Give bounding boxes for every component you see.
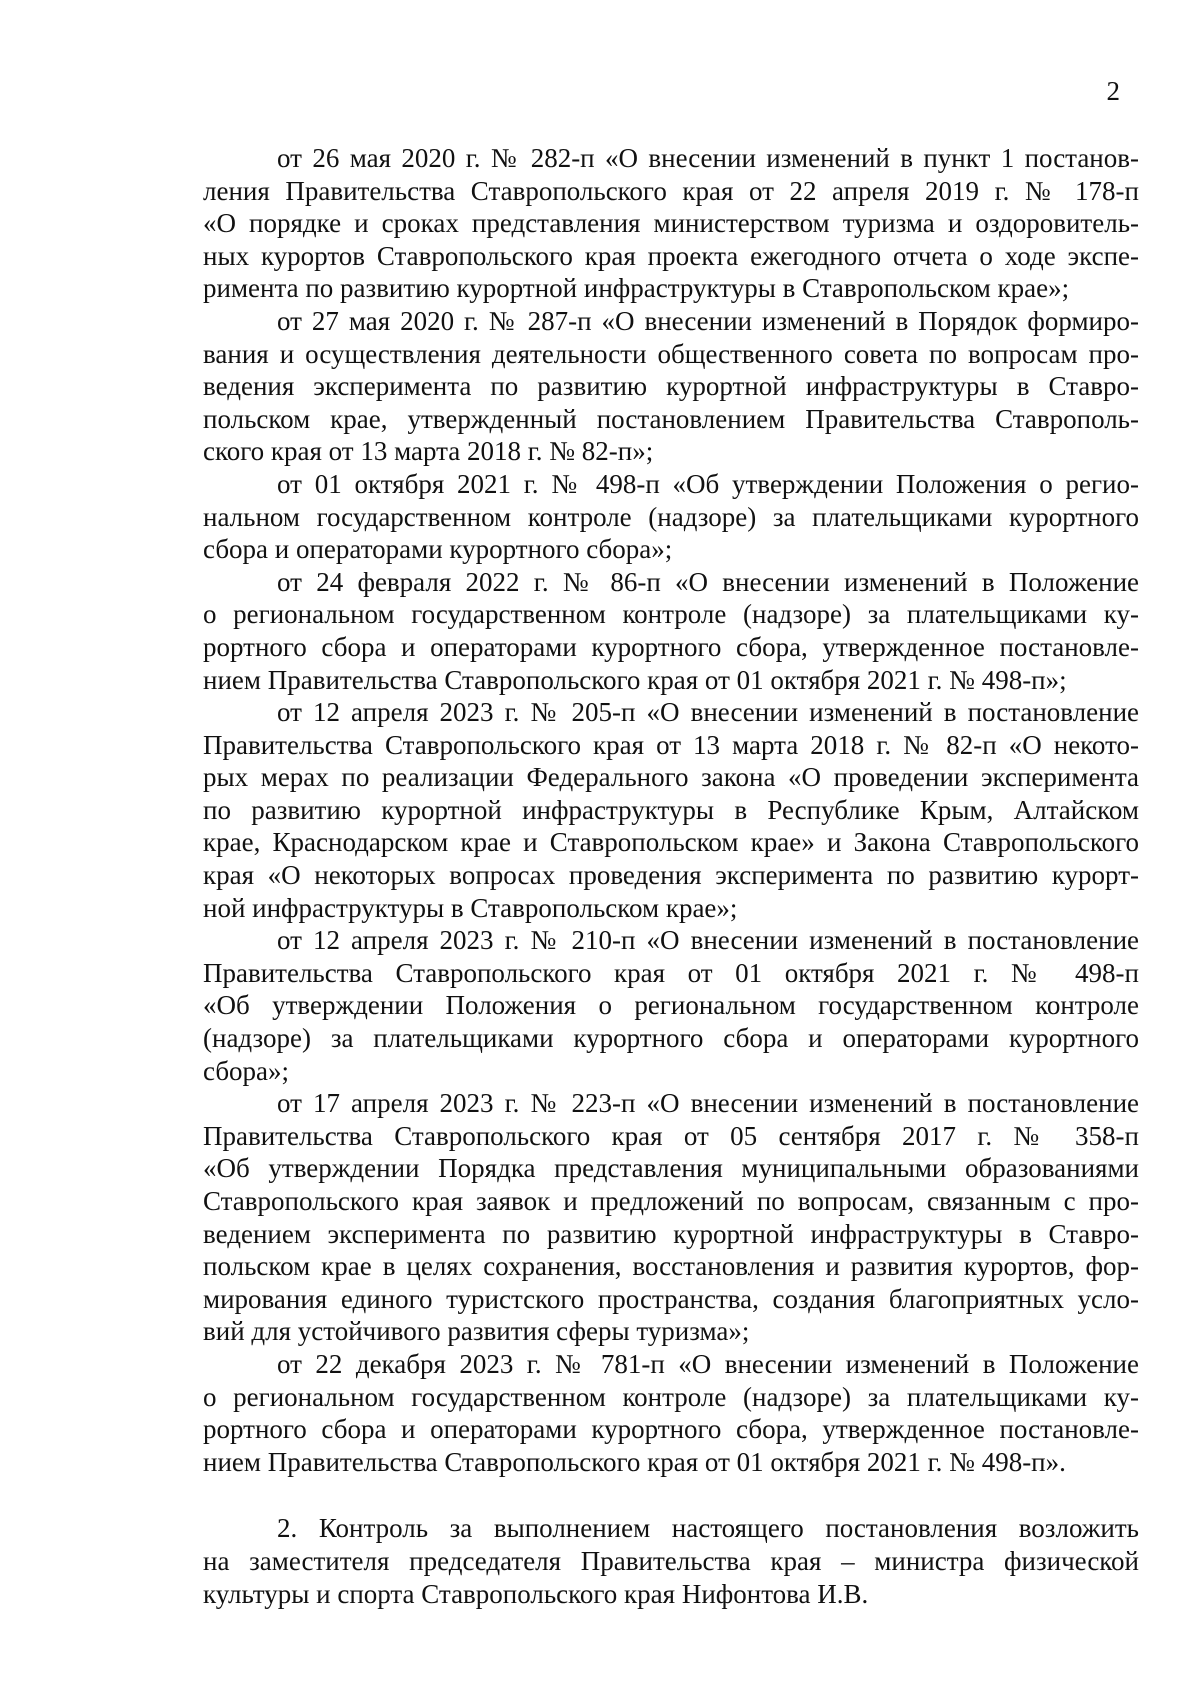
paragraph-resolution-86 (203, 566, 1139, 696)
paragraph-resolution-287 (203, 305, 1139, 468)
text-line: крае, Краснодарском крае и Ставропольском крае» и Закона Ставропольского (203, 827, 1139, 858)
paragraph-gap (203, 1478, 1139, 1512)
text-line: нием Правительства Ставропольского края от 01 октября 2021 г. № 498-п». (203, 1446, 1066, 1477)
text-line: нием Правительства Ставропольского края от 01 октября 2021 г. № 498-п»; (203, 664, 1067, 695)
text-line: ной инфраструктуры в Ставропольском крае»; (203, 892, 738, 923)
text-line: от 24 февраля 2022 г. № 86-п «О внесении изменений в Положение (277, 566, 1139, 597)
text-line: ления Правительства Ставропольского края от 22 апреля 2019 г. № 178-п (203, 175, 1139, 206)
paragraph-resolution-210 (203, 924, 1139, 1087)
text-line: ведением эксперимента по развитию курортной инфраструктуры в Ставро- (203, 1218, 1139, 1249)
text-line: от 26 мая 2020 г. № 282-п «О внесении изменений в пункт 1 постанов- (277, 143, 1139, 173)
text-line: польском крае в целях сохранения, восстановления и развития курортов, фор- (203, 1251, 1139, 1282)
text-line: «О порядке и сроках представления министерством туризма и оздоровитель- (203, 208, 1139, 239)
text-line: от 22 декабря 2023 г. № 781-п «О внесении изменений в Положение (277, 1348, 1139, 1379)
text-line: от 12 апреля 2023 г. № 210-п «О внесении изменений в постановление (277, 925, 1139, 956)
paragraph-resolution-205 (203, 696, 1139, 924)
text-line: (надзоре) за плательщиками курортного сбора и операторами курортного (203, 1023, 1139, 1054)
text-line: сбора и операторами курортного сбора»; (203, 534, 673, 565)
text-line: 2. Контроль за выполнением настоящего постановления возложить (277, 1513, 1139, 1544)
text-line: края «О некоторых вопросах проведения эксперимента по развитию курорт- (203, 860, 1139, 891)
text-line: Правительства Ставропольского края от 01 октября 2021 г. № 498-п (203, 957, 1139, 988)
text-line: польском крае, утвержденный постановлением Правительства Ставрополь- (203, 403, 1139, 434)
text-line: ведения эксперимента по развитию курортной инфраструктуры в Ставро- (203, 371, 1139, 402)
text-line: Ставропольского края заявок и предложений по вопросам, связанным с про- (203, 1186, 1139, 1216)
text-line: от 17 апреля 2023 г. № 223-п «О внесении изменений в постановление (277, 1088, 1139, 1119)
text-line: «Об утверждении Положения о региональном государственном контроле (203, 990, 1139, 1021)
text-line: римента по развитию курортной инфраструктуры в Ставропольском крае»; (203, 273, 1070, 304)
text-line: рортного сбора и операторами курортного сбора, утвержденное постановле- (203, 631, 1139, 662)
text-line: мирования единого туристского пространства, создания благоприятных усло- (203, 1283, 1139, 1314)
paragraph-resolution-282 (203, 142, 1139, 305)
text-line: ных курортов Ставропольского края проекта ежегодного отчета о ходе экспе- (203, 240, 1139, 271)
text-line: ского края от 13 марта 2018 г. № 82-п»; (203, 436, 654, 467)
paragraph-resolution-223 (203, 1087, 1139, 1348)
paragraph-resolution-781 (203, 1348, 1139, 1478)
text-line: от 27 мая 2020 г. № 287-п «О внесении изменений в Порядок формиро- (277, 305, 1139, 336)
text-line: от 12 апреля 2023 г. № 205-п «О внесении изменений в постановление (277, 697, 1139, 728)
paragraph-clause-2 (203, 1512, 1139, 1610)
text-line: по развитию курортной инфраструктуры в Республике Крым, Алтайском (203, 794, 1139, 825)
text-line: рых мерах по реализации Федерального закона «О проведении эксперимента (203, 762, 1139, 793)
text-line: вания и осуществления деятельности общественного совета по вопросам про- (203, 338, 1139, 369)
document-body (203, 142, 1139, 1610)
text-line: Правительства Ставропольского края от 13 марта 2018 г. № 82-п «О некото- (203, 729, 1139, 760)
paragraph-resolution-498 (203, 468, 1139, 566)
text-line: от 01 октября 2021 г. № 498-п «Об утверждении Положения о регио- (277, 468, 1139, 499)
page-number: 2 (1106, 76, 1120, 106)
text-line: вий для устойчивого развития сферы туризма»; (203, 1316, 750, 1347)
text-line: о региональном государственном контроле (надзоре) за плательщиками ку- (203, 599, 1139, 630)
text-line: о региональном государственном контроле (надзоре) за плательщиками ку- (203, 1381, 1139, 1412)
text-line: культуры и спорта Ставропольского края Нифонтова И.В. (203, 1578, 869, 1609)
text-line: сбора»; (203, 1055, 290, 1086)
text-line: Правительства Ставропольского края от 05 сентября 2017 г. № 358-п (203, 1120, 1139, 1151)
text-line: рортного сбора и операторами курортного сбора, утвержденное постановле- (203, 1414, 1139, 1445)
text-line: нальном государственном контроле (надзоре) за плательщиками курортного (203, 501, 1139, 532)
text-line: на заместителя председателя Правительства края – министра физической (203, 1545, 1139, 1576)
text-line: «Об утверждении Порядка представления муниципальными образованиями (203, 1153, 1139, 1184)
